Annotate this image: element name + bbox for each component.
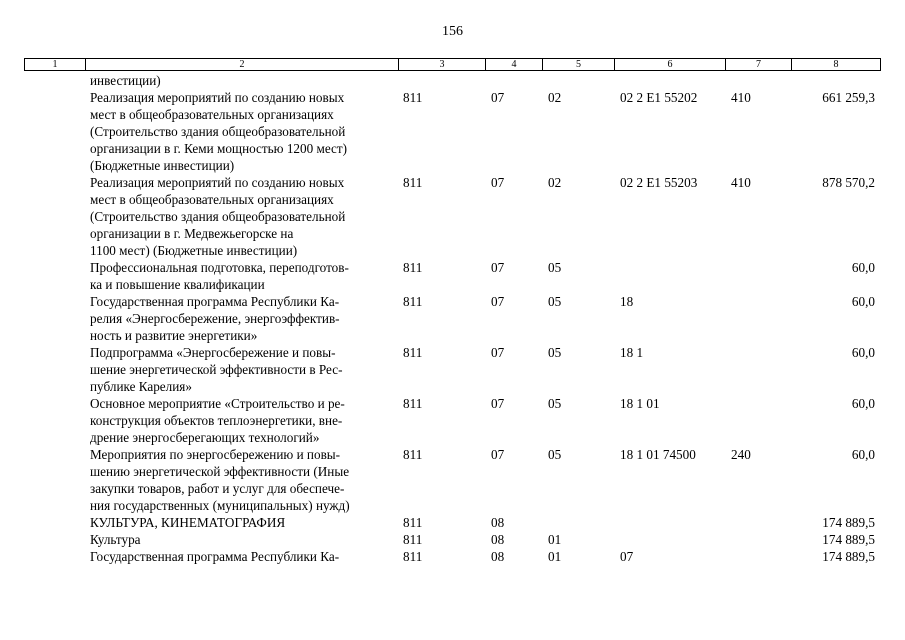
table-row (0, 395, 905, 446)
row-name-line: Реализация мероприятий по созданию новых (90, 90, 345, 105)
table-body (0, 72, 905, 565)
table-row (0, 72, 905, 89)
row-col-6: 07 (620, 549, 634, 564)
row-col-4: 07 (491, 175, 505, 190)
row-col-5: 05 (548, 294, 562, 309)
row-name-line: Культура (90, 532, 141, 547)
row-name (90, 531, 395, 548)
row-name (90, 72, 395, 89)
table-row (0, 514, 905, 531)
row-col-5: 05 (548, 345, 562, 360)
row-col-8: 60,0 (851, 345, 875, 360)
row-col-8: 60,0 (851, 294, 875, 309)
row-col-3: 811 (403, 294, 423, 309)
row-name-line: дрение энергосберегающих технологий» (90, 430, 320, 445)
row-name-line: закупки товаров, работ и услуг для обеспече- (90, 481, 345, 496)
row-col-8: 174 889,5 (822, 515, 875, 530)
row-col-4: 07 (491, 260, 505, 275)
row-name-line: ка и повышение квалификации (90, 277, 265, 292)
table-row (0, 548, 905, 565)
row-col-8: 60,0 (851, 396, 875, 411)
column-header-1: 1 (25, 59, 86, 70)
row-col-3: 811 (403, 396, 423, 411)
row-name-line: Государственная программа Республики Ка- (90, 549, 340, 564)
column-header-3: 3 (399, 59, 486, 70)
row-name-line: ния государственных (муниципальных) нужд) (90, 498, 350, 513)
row-name (90, 89, 395, 174)
row-name-line: публике Карелия» (90, 379, 192, 394)
column-header-5: 5 (543, 59, 615, 70)
row-col-5: 02 (548, 90, 562, 105)
row-name-line: (Строительство здания общеобразовательной (90, 124, 346, 139)
row-name (90, 548, 395, 565)
row-col-8: 60,0 (851, 447, 875, 462)
row-col-8: 60,0 (851, 260, 875, 275)
row-name-line: ность и развитие энергетики» (90, 328, 258, 343)
row-col-7: 410 (731, 90, 751, 105)
table-row (0, 531, 905, 548)
row-col-5: 05 (548, 447, 562, 462)
row-name-line: Государственная программа Республики Ка- (90, 294, 340, 309)
row-col-3: 811 (403, 260, 423, 275)
row-col-4: 07 (491, 90, 505, 105)
row-col-8: 174 889,5 (822, 532, 875, 547)
table-row (0, 344, 905, 395)
row-name-line: (Строительство здания общеобразовательной (90, 209, 346, 224)
row-name-line: Реализация мероприятий по созданию новых (90, 175, 345, 190)
row-name-line: Подпрограмма «Энергосбережение и повы- (90, 345, 336, 360)
row-col-5: 01 (548, 549, 562, 564)
row-col-3: 811 (403, 90, 423, 105)
row-name (90, 259, 395, 293)
row-col-5: 01 (548, 532, 562, 547)
row-col-5: 05 (548, 396, 562, 411)
row-name-line: шению энергетической эффективности (Иные (90, 464, 350, 479)
row-name-line: Профессиональная подготовка, переподготов- (90, 260, 349, 275)
column-header-6: 6 (615, 59, 726, 70)
row-name-line: релия «Энергосбережение, энергоэффектив- (90, 311, 340, 326)
row-col-5: 05 (548, 260, 562, 275)
row-col-8: 174 889,5 (822, 549, 875, 564)
row-name (90, 514, 395, 531)
row-col-5: 02 (548, 175, 562, 190)
row-col-4: 07 (491, 396, 505, 411)
page-number: 156 (442, 24, 463, 39)
table-row (0, 259, 905, 293)
row-col-7: 410 (731, 175, 751, 190)
row-col-6: 18 1 01 74500 (620, 447, 696, 462)
row-col-3: 811 (403, 175, 423, 190)
row-col-6: 02 2 E1 55202 (620, 90, 698, 105)
row-col-4: 08 (491, 532, 505, 547)
row-col-4: 07 (491, 447, 505, 462)
row-name (90, 174, 395, 259)
row-col-6: 18 (620, 294, 634, 309)
row-col-3: 811 (403, 447, 423, 462)
table-row (0, 446, 905, 514)
row-col-6: 18 1 (620, 345, 644, 360)
row-col-3: 811 (403, 345, 423, 360)
row-col-4: 07 (491, 294, 505, 309)
row-col-4: 08 (491, 515, 505, 530)
column-header-4: 4 (486, 59, 543, 70)
row-col-3: 811 (403, 532, 423, 547)
row-name-line: КУЛЬТУРА, КИНЕМАТОГРАФИЯ (90, 515, 286, 530)
table-row (0, 174, 905, 259)
row-col-8: 661 259,3 (822, 90, 875, 105)
row-name-line: 1100 мест) (Бюджетные инвестиции) (90, 243, 298, 258)
row-name (90, 344, 395, 395)
row-col-6: 18 1 01 (620, 396, 660, 411)
row-name-line: (Бюджетные инвестиции) (90, 158, 235, 173)
row-col-7: 240 (731, 447, 751, 462)
row-col-8: 878 570,2 (822, 175, 875, 190)
row-name (90, 293, 395, 344)
row-name-line: конструкция объектов теплоэнергетики, вне- (90, 413, 343, 428)
column-header-7: 7 (726, 59, 792, 70)
row-name-line: Основное мероприятие «Строительство и ре- (90, 396, 345, 411)
row-col-4: 08 (491, 549, 505, 564)
row-name-line: Мероприятия по энергосбережению и повы- (90, 447, 341, 462)
row-name-line: организации в г. Медвежьегорске на (90, 226, 294, 241)
row-name-line: мест в общеобразовательных организациях (90, 107, 334, 122)
row-col-4: 07 (491, 345, 505, 360)
row-name (90, 446, 395, 514)
column-header-row (24, 58, 881, 71)
table-row (0, 89, 905, 174)
row-col-6: 02 2 E1 55203 (620, 175, 698, 190)
row-col-3: 811 (403, 515, 423, 530)
row-name (90, 395, 395, 446)
column-header-2: 2 (86, 59, 399, 70)
row-name-line: мест в общеобразовательных организациях (90, 192, 334, 207)
row-name-line: организации в г. Кеми мощностью 1200 мест) (90, 141, 348, 156)
row-name-line: шение энергетической эффективности в Рес- (90, 362, 343, 377)
column-header-8: 8 (833, 59, 839, 70)
row-col-3: 811 (403, 549, 423, 564)
row-name-line: инвестиции) (90, 73, 161, 88)
table-row (0, 293, 905, 344)
